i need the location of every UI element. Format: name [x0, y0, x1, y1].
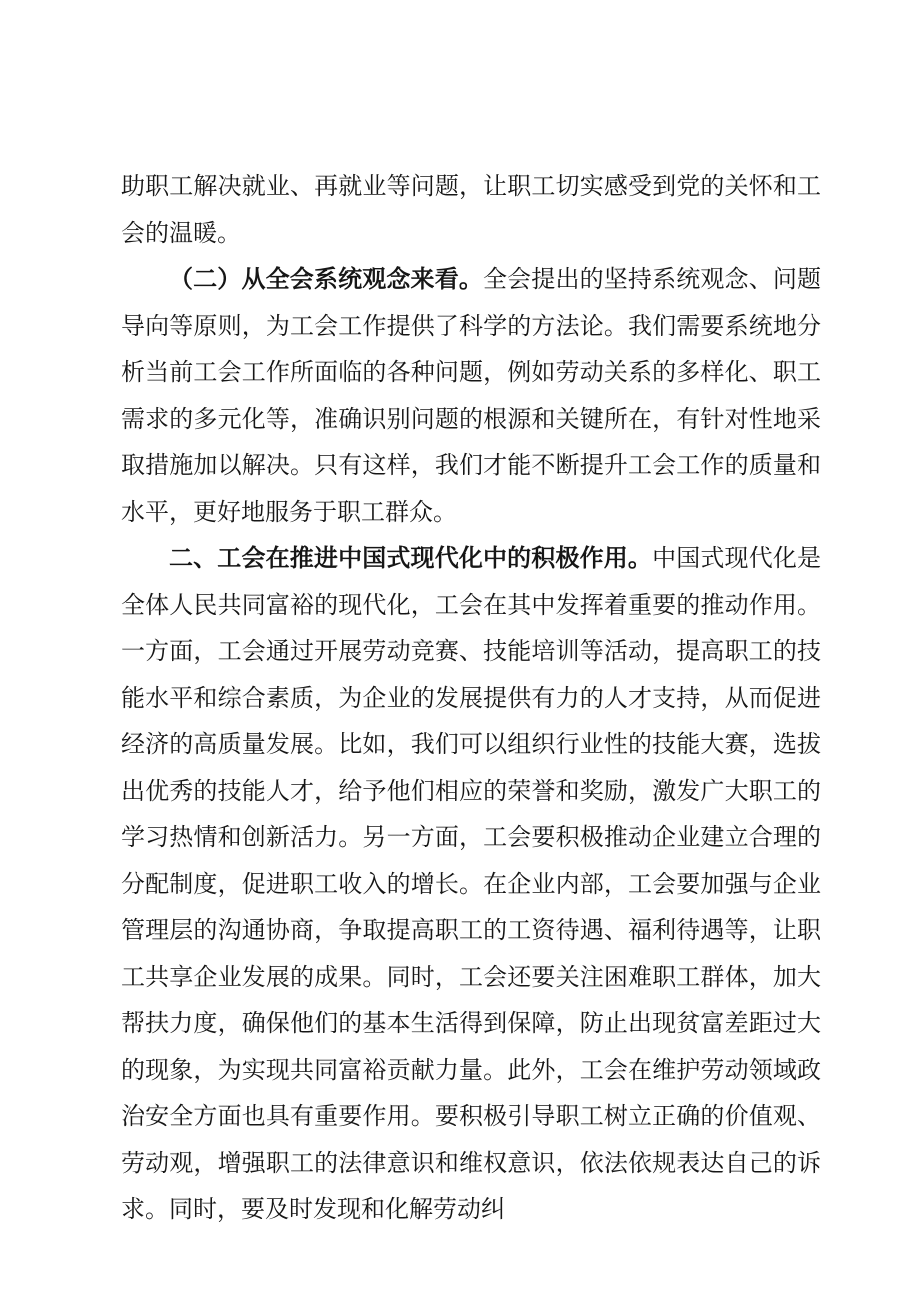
document-body	[121, 163, 821, 1233]
paragraph-heading: （二）从全会系统观念来看。	[169, 265, 483, 293]
paragraph-heading: 二、工会在推进中国式现代化中的积极作用。	[169, 544, 653, 572]
paragraph-system-view	[121, 256, 821, 535]
paragraph-text: 中国式现代化是全体人民共同富裕的现代化，工会在其中发挥着重要的推动作用。一方面，工会通过开展劳动竞赛、技能培训等活动，提高职工的技能水平和综合素质，为企业的发展提供有力的人才支持，从而促进经济的高质量发展。比如，我们可以组织行业性的技能大赛，选拔出优秀的技能人才，给予他们相应的荣誉和奖励，激发广大职工的学习热情和创新活力。另一方面，工会要积极推动企业建立合理的分配制度，促进职工收入的增长。在企业内部，工会要加强与企业管理层的沟通协商，争取提高职工的工资待遇、福利待遇等，让职工共享企业发展的成果。同时，工会还要关注困难职工群体，加大帮扶力度，确保他们的基本生活得到保障，防止出现贫富差距过大的现象，为实现共同富裕贡献力量。此外，工会在维护劳动领域政治安全方面也具有重要作用。要积极引导职工树立正确的价值观、劳动观，增强职工的法律意识和维权意识，依法依规表达自己的诉求。同时，要及时发现和化解劳动纠	[121, 544, 822, 1223]
paragraph-union-role	[121, 535, 821, 1233]
paragraph-continuation	[121, 163, 821, 256]
paragraph-text: 全会提出的坚持系统观念、问题导向等原则，为工会工作提供了科学的方法论。我们需要系统地分析当前工会工作所面临的各种问题，例如劳动关系的多样化、职工需求的多元化等，准确识别问题的根源和关键所在，有针对性地采取措施加以解决。只有这样，我们才能不断提升工会工作的质量和水平，更好地服务于职工群众。	[121, 265, 821, 526]
paragraph-text: 助职工解决就业、再就业等问题，让职工切实感受到党的关怀和工会的温暖。	[121, 172, 821, 247]
